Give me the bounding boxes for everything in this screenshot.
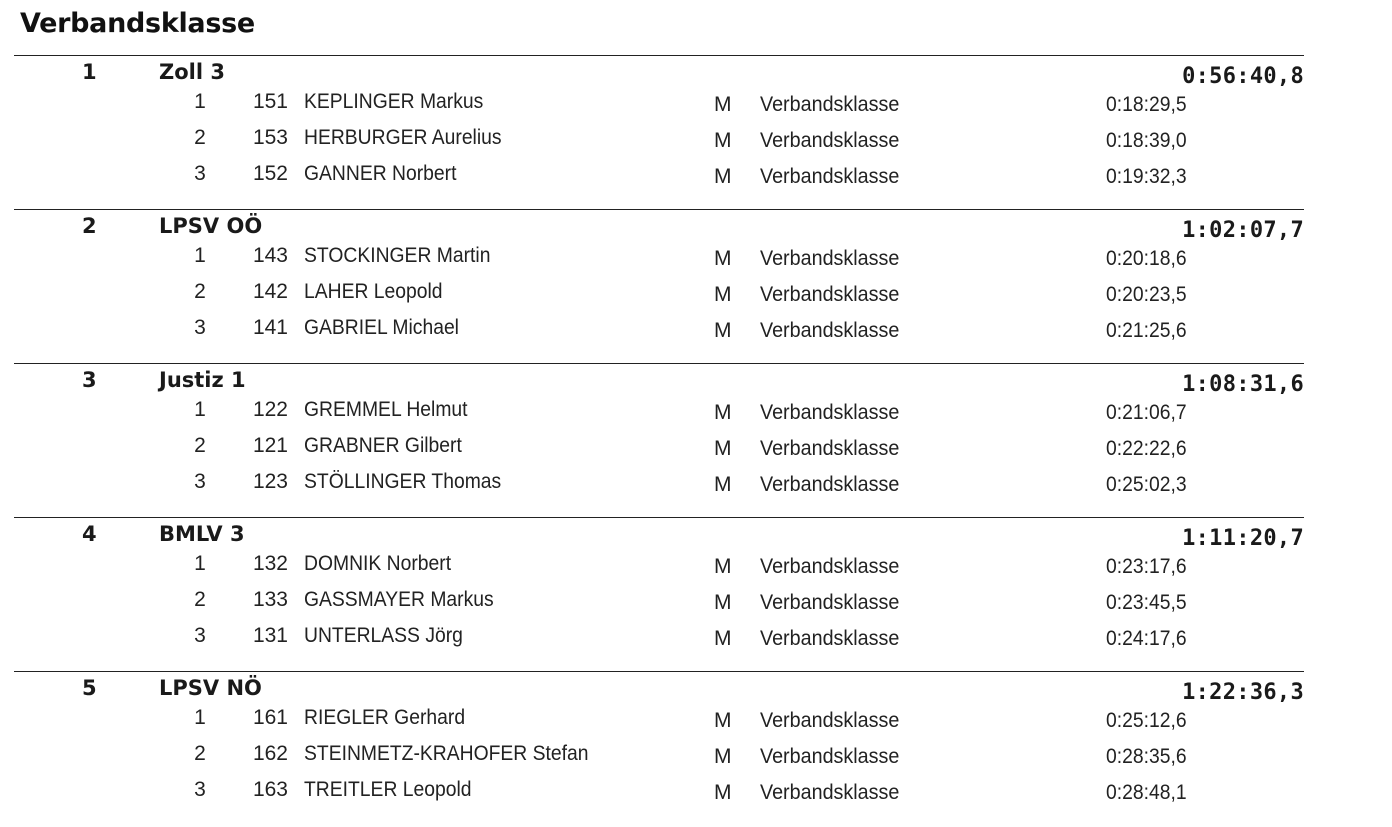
team-rank: 4: [82, 522, 97, 546]
team-total-time: 1:22:36,3: [1182, 680, 1304, 705]
member-sex: M: [714, 781, 732, 804]
member-row: [14, 706, 1304, 742]
results-list: [14, 55, 1304, 825]
member-name: STOCKINGER Martin: [304, 244, 491, 267]
member-bib: 143: [252, 244, 288, 267]
member-row: [14, 588, 1304, 624]
member-name: RIEGLER Gerhard: [304, 706, 466, 729]
member-sex: M: [714, 247, 732, 270]
member-position: 3: [194, 778, 206, 801]
member-name: KEPLINGER Markus: [304, 90, 484, 113]
member-time: 0:21:06,7: [1106, 401, 1187, 424]
member-class: Verbandsklasse: [760, 781, 900, 804]
member-bib: 142: [252, 280, 288, 303]
member-row: [14, 244, 1304, 280]
team-header: [14, 672, 1304, 706]
member-position: 2: [194, 742, 206, 765]
team-total-time: 0:56:40,8: [1182, 64, 1304, 89]
member-time: 0:25:02,3: [1106, 473, 1187, 496]
member-time: 0:28:48,1: [1106, 781, 1187, 804]
team-block: [14, 209, 1304, 363]
member-row: [14, 316, 1304, 352]
member-position: 1: [194, 552, 206, 575]
member-name: GANNER Norbert: [304, 162, 457, 185]
member-class: Verbandsklasse: [760, 627, 900, 650]
member-time: 0:25:12,6: [1106, 709, 1187, 732]
member-sex: M: [714, 165, 732, 188]
member-sex: M: [714, 283, 732, 306]
member-row: [14, 280, 1304, 316]
member-sex: M: [714, 129, 732, 152]
member-sex: M: [714, 93, 732, 116]
member-bib: 121: [252, 434, 288, 457]
member-class: Verbandsklasse: [760, 401, 900, 424]
member-bib: 162: [252, 742, 288, 765]
member-row: [14, 126, 1304, 162]
team-name: LPSV OÖ: [159, 214, 263, 238]
member-position: 1: [194, 244, 206, 267]
member-position: 2: [194, 588, 206, 611]
team-total-time: 1:11:20,7: [1182, 526, 1304, 551]
member-time: 0:18:39,0: [1106, 129, 1187, 152]
team-header: [14, 364, 1304, 398]
member-position: 3: [194, 624, 206, 647]
member-bib: 131: [252, 624, 288, 647]
member-row: [14, 778, 1304, 814]
team-rank: 5: [82, 676, 97, 700]
member-sex: M: [714, 745, 732, 768]
page-title: Verbandsklasse: [20, 8, 255, 39]
member-name: GREMMEL Helmut: [304, 398, 468, 421]
team-block: [14, 671, 1304, 825]
member-class: Verbandsklasse: [760, 165, 900, 188]
team-block: [14, 55, 1304, 209]
member-position: 1: [194, 398, 206, 421]
member-bib: 133: [252, 588, 288, 611]
member-row: [14, 434, 1304, 470]
member-sex: M: [714, 437, 732, 460]
member-bib: 163: [252, 778, 288, 801]
team-total-time: 1:08:31,6: [1182, 372, 1304, 397]
member-name: GRABNER Gilbert: [304, 434, 462, 457]
team-name: BMLV 3: [159, 522, 245, 546]
member-class: Verbandsklasse: [760, 591, 900, 614]
member-position: 2: [194, 126, 206, 149]
member-row: [14, 742, 1304, 778]
member-sex: M: [714, 319, 732, 342]
member-position: 1: [194, 706, 206, 729]
member-time: 0:21:25,6: [1106, 319, 1187, 342]
member-name: GASSMAYER Markus: [304, 588, 494, 611]
member-bib: 141: [252, 316, 288, 339]
member-class: Verbandsklasse: [760, 473, 900, 496]
team-header: [14, 518, 1304, 552]
member-bib: 151: [252, 90, 288, 113]
member-time: 0:23:17,6: [1106, 555, 1187, 578]
team-name: LPSV NÖ: [159, 676, 262, 700]
member-bib: 161: [252, 706, 288, 729]
member-position: 3: [194, 470, 206, 493]
team-block: [14, 517, 1304, 671]
team-total-time: 1:02:07,7: [1182, 218, 1304, 243]
member-name: STEINMETZ-KRAHOFER Stefan: [304, 742, 589, 765]
member-time: 0:18:29,5: [1106, 93, 1187, 116]
member-class: Verbandsklasse: [760, 129, 900, 152]
member-bib: 122: [252, 398, 288, 421]
team-rank: 2: [82, 214, 97, 238]
member-class: Verbandsklasse: [760, 437, 900, 460]
member-time: 0:19:32,3: [1106, 165, 1187, 188]
member-row: [14, 470, 1304, 506]
member-name: TREITLER Leopold: [304, 778, 472, 801]
member-name: LAHER Leopold: [304, 280, 443, 303]
team-block: [14, 363, 1304, 517]
member-name: STÖLLINGER Thomas: [304, 470, 502, 493]
member-sex: M: [714, 591, 732, 614]
member-sex: M: [714, 401, 732, 424]
team-rank: 3: [82, 368, 97, 392]
member-position: 3: [194, 316, 206, 339]
member-sex: M: [714, 473, 732, 496]
member-time: 0:20:18,6: [1106, 247, 1187, 270]
member-row: [14, 162, 1304, 198]
member-name: HERBURGER Aurelius: [304, 126, 502, 149]
member-name: DOMNIK Norbert: [304, 552, 452, 575]
member-bib: 132: [252, 552, 288, 575]
member-sex: M: [714, 709, 732, 732]
member-sex: M: [714, 627, 732, 650]
member-row: [14, 398, 1304, 434]
member-position: 2: [194, 434, 206, 457]
team-rank: 1: [82, 60, 97, 84]
member-class: Verbandsklasse: [760, 247, 900, 270]
member-row: [14, 90, 1304, 126]
member-bib: 152: [252, 162, 288, 185]
member-bib: 153: [252, 126, 288, 149]
member-time: 0:22:22,6: [1106, 437, 1187, 460]
member-class: Verbandsklasse: [760, 745, 900, 768]
member-time: 0:28:35,6: [1106, 745, 1187, 768]
member-row: [14, 552, 1304, 588]
member-position: 2: [194, 280, 206, 303]
member-class: Verbandsklasse: [760, 555, 900, 578]
member-class: Verbandsklasse: [760, 283, 900, 306]
member-time: 0:24:17,6: [1106, 627, 1187, 650]
member-position: 3: [194, 162, 206, 185]
team-header: [14, 210, 1304, 244]
member-position: 1: [194, 90, 206, 113]
member-bib: 123: [252, 470, 288, 493]
member-class: Verbandsklasse: [760, 319, 900, 342]
member-time: 0:23:45,5: [1106, 591, 1187, 614]
team-name: Justiz 1: [159, 368, 246, 392]
member-sex: M: [714, 555, 732, 578]
team-name: Zoll 3: [159, 60, 225, 84]
member-class: Verbandsklasse: [760, 709, 900, 732]
member-time: 0:20:23,5: [1106, 283, 1187, 306]
member-row: [14, 624, 1304, 660]
member-class: Verbandsklasse: [760, 93, 900, 116]
team-header: [14, 56, 1304, 90]
member-name: UNTERLASS Jörg: [304, 624, 463, 647]
member-name: GABRIEL Michael: [304, 316, 459, 339]
